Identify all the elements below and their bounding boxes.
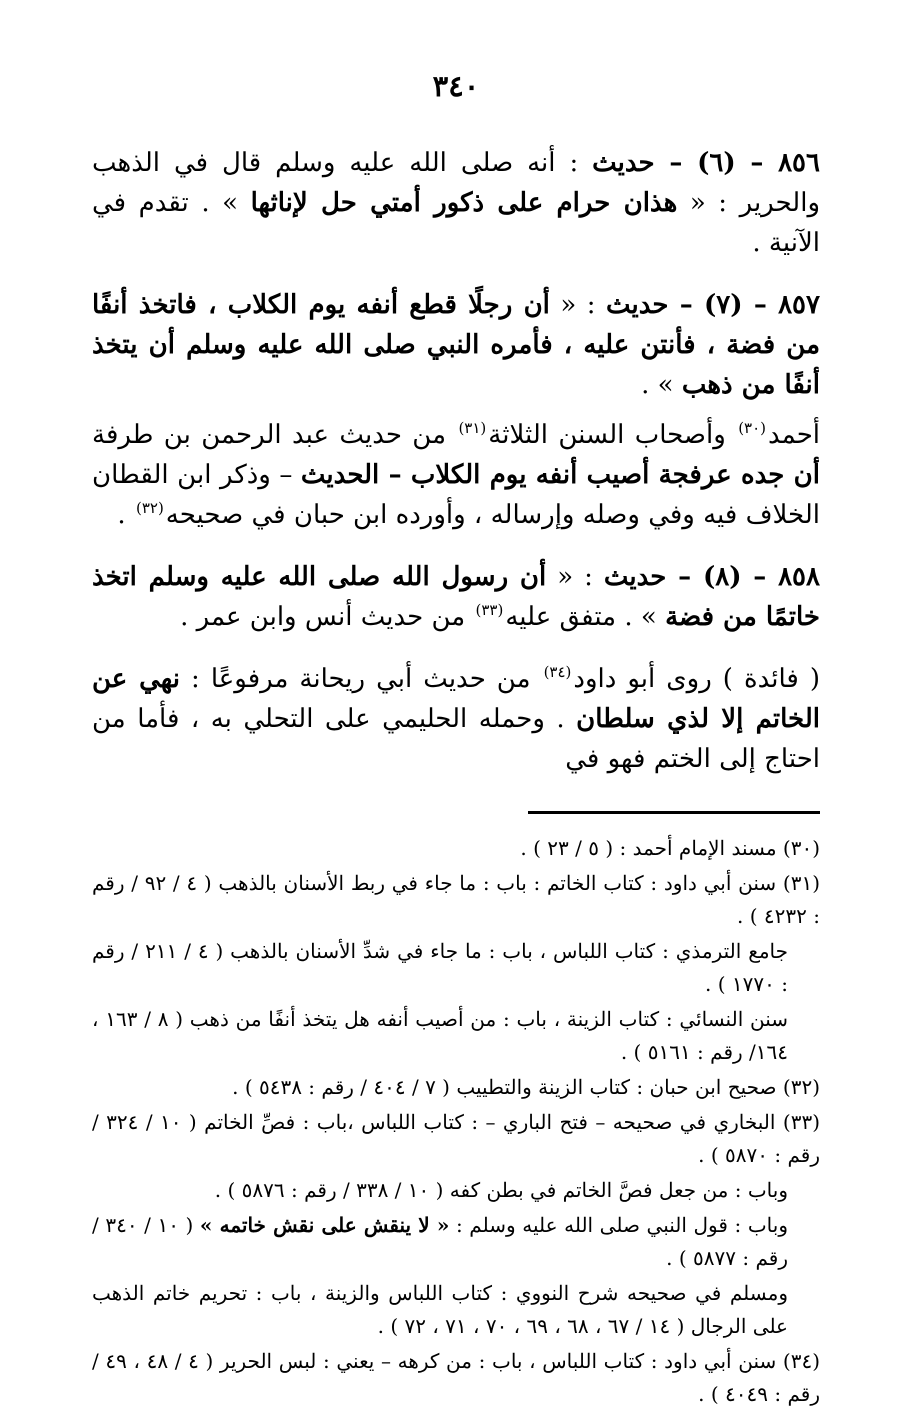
footnote-32: (٣٢) صحيح ابن حبان : كتاب الزينة والتطييب ( ٧ / ٤٠٤ / رقم : ٥٤٣٨ ) . (232, 1075, 820, 1099)
faida-intro: ( فائدة ) روى أبو داود (573, 664, 820, 694)
takhrij-sunan: وأصحاب السنن الثلاثة (488, 420, 737, 450)
hadith-858-source: » . متفق عليه (505, 602, 666, 632)
footnote-ref-34: (٣٤) (543, 663, 572, 682)
hadith-858-end: من حديث أنس وابن عمر . (180, 602, 474, 632)
main-text (92, 143, 820, 779)
footnote-ref-33: (٣٣) (475, 601, 504, 620)
footnote-ref-30: (٣٠) (738, 419, 767, 438)
footnote-ref-32: (٣٢) (135, 499, 164, 518)
hadith-856-intro: : أنه صلى الله عليه وسلم قال في الذهب والحرير : « (92, 148, 821, 218)
footnote-ref-31: (٣١) (458, 419, 487, 438)
footnote-33-bab-kaff: وباب : من جعل فصَّ الخاتم في بطن كفه ( ١٠ / ٣٣٨ / رقم : ٥٨٧٦ ) . (214, 1178, 788, 1202)
hadith-857-number: ٨٥٧ – (٧) – حديث (605, 290, 820, 320)
hadith-857-end: » . (641, 370, 682, 400)
footnote-33-bab-naqsh-quote: « لا ينقش على نقش خاتمه » (199, 1213, 450, 1237)
faida-paragraph (92, 659, 820, 779)
hadith-857-intro: : « (549, 290, 606, 320)
footnote-33: (٣٣) البخاري في صحيحه – فتح الباري – : كتاب اللباس ،باب : فصِّ الخاتم ( ١٠ / ٣٢٤ / رقم : ٥٨٧٠ ) . (92, 1110, 820, 1167)
footnote-30: (٣٠) مسند الإمام أحمد : ( ٥ / ٢٣ ) . (520, 836, 820, 860)
faida-hadith-text: نهي عن الخاتم إلا لذي سلطان (92, 664, 820, 734)
hadith-858-text: أن رسول الله صلى الله عليه وسلم اتخذ خاتمًا من فضة (92, 562, 820, 632)
footnote-34: (٣٤) سنن أبي داود : كتاب اللباس ، باب : من كرهه – يعني : لبس الحرير ( ٤ / ٤٨ ، ٤٩ / رقم : ٤٠٤٩ ) . (92, 1349, 820, 1406)
hadith-857-takhrij (92, 415, 820, 535)
footnotes (92, 832, 820, 1411)
footnote-separator (528, 811, 820, 814)
footnote-31-nasai: سنن النسائي : كتاب الزينة ، باب : من أصيب أنفه هل يتخذ أنفًا من ذهب ( ٨ / ١٦٣ ، ١٦٤/ رقم : ٥١٦١ ) . (92, 1007, 789, 1064)
hadith-858-number: ٨٥٨ – (٨) – حديث (603, 562, 820, 592)
hadith-856-text: هذان حرام على ذكور أمتي حل لإناثها (250, 188, 678, 218)
hadith-856-paragraph (92, 143, 820, 263)
takhrij-ahmad: أحمد (768, 420, 821, 450)
hadith-856-commentary: » . تقدم في الآنية . (92, 188, 820, 258)
footnote-33-bab-naqsh (92, 1209, 820, 1275)
hadith-857-paragraph (92, 285, 820, 405)
takhrij-hadith-text: أن جده عرفجة أصيب أنفه يوم الكلاب – الحديث (300, 460, 820, 490)
takhrij-end: . (117, 500, 134, 530)
takhrij-narrator: من حديث عبد الرحمن بن طرفة (92, 420, 457, 450)
hadith-856-number: ٨٥٦ – (٦) – حديث (592, 148, 820, 178)
takhrij-commentary: – وذكر ابن القطان الخلاف فيه وفي وصله وإرساله ، وأورده ابن حبان في صحيحه (92, 460, 820, 530)
footnote-33-bab-naqsh-ref: ( ١٠ / ٣٤٠ / رقم : ٥٨٧٧ ) . (92, 1213, 788, 1270)
page-number: ٣٤٠ (432, 69, 480, 103)
footnote-33-bab-naqsh-intro: وباب : قول النبي صلى الله عليه وسلم : (449, 1213, 788, 1237)
hadith-858-paragraph (92, 557, 820, 637)
faida-commentary: . وحمله الحليمي على التحلي به ، فأما من احتاج إلى الختم فهو في (92, 704, 820, 774)
footnote-31-tirmidhi: جامع الترمذي : كتاب اللباس ، باب : ما جاء في شدِّ الأسنان بالذهب ( ٤ / ٢١١ / رقم : ١٧٧٠ ) . (92, 939, 789, 996)
footnote-33-muslim: ومسلم في صحيحه شرح النووي : كتاب اللباس والزينة ، باب : تحريم خاتم الذهب على الرجال ( ١٤ / ٦٧ ، ٦٨ ، ٦٩ ، ٧٠ ، ٧١ ، ٧٢ ) . (92, 1281, 788, 1338)
hadith-858-intro: : « (546, 562, 604, 592)
faida-narrator: من حديث أبي ريحانة مرفوعًا : (180, 664, 542, 694)
hadith-857-text: أن رجلًا قطع أنفه يوم الكلاب ، فاتخذ أنفًا من فضة ، فأنتن عليه ، فأمره النبي صلى الله عليه وسلم أن يتخذ أنفًا من ذهب (92, 290, 820, 400)
footnote-31: (٣١) سنن أبي داود : كتاب الخاتم : باب : ما جاء في ربط الأسنان بالذهب ( ٤ / ٩٢ / رقم : ٤٢٣٢ ) . (92, 871, 820, 928)
